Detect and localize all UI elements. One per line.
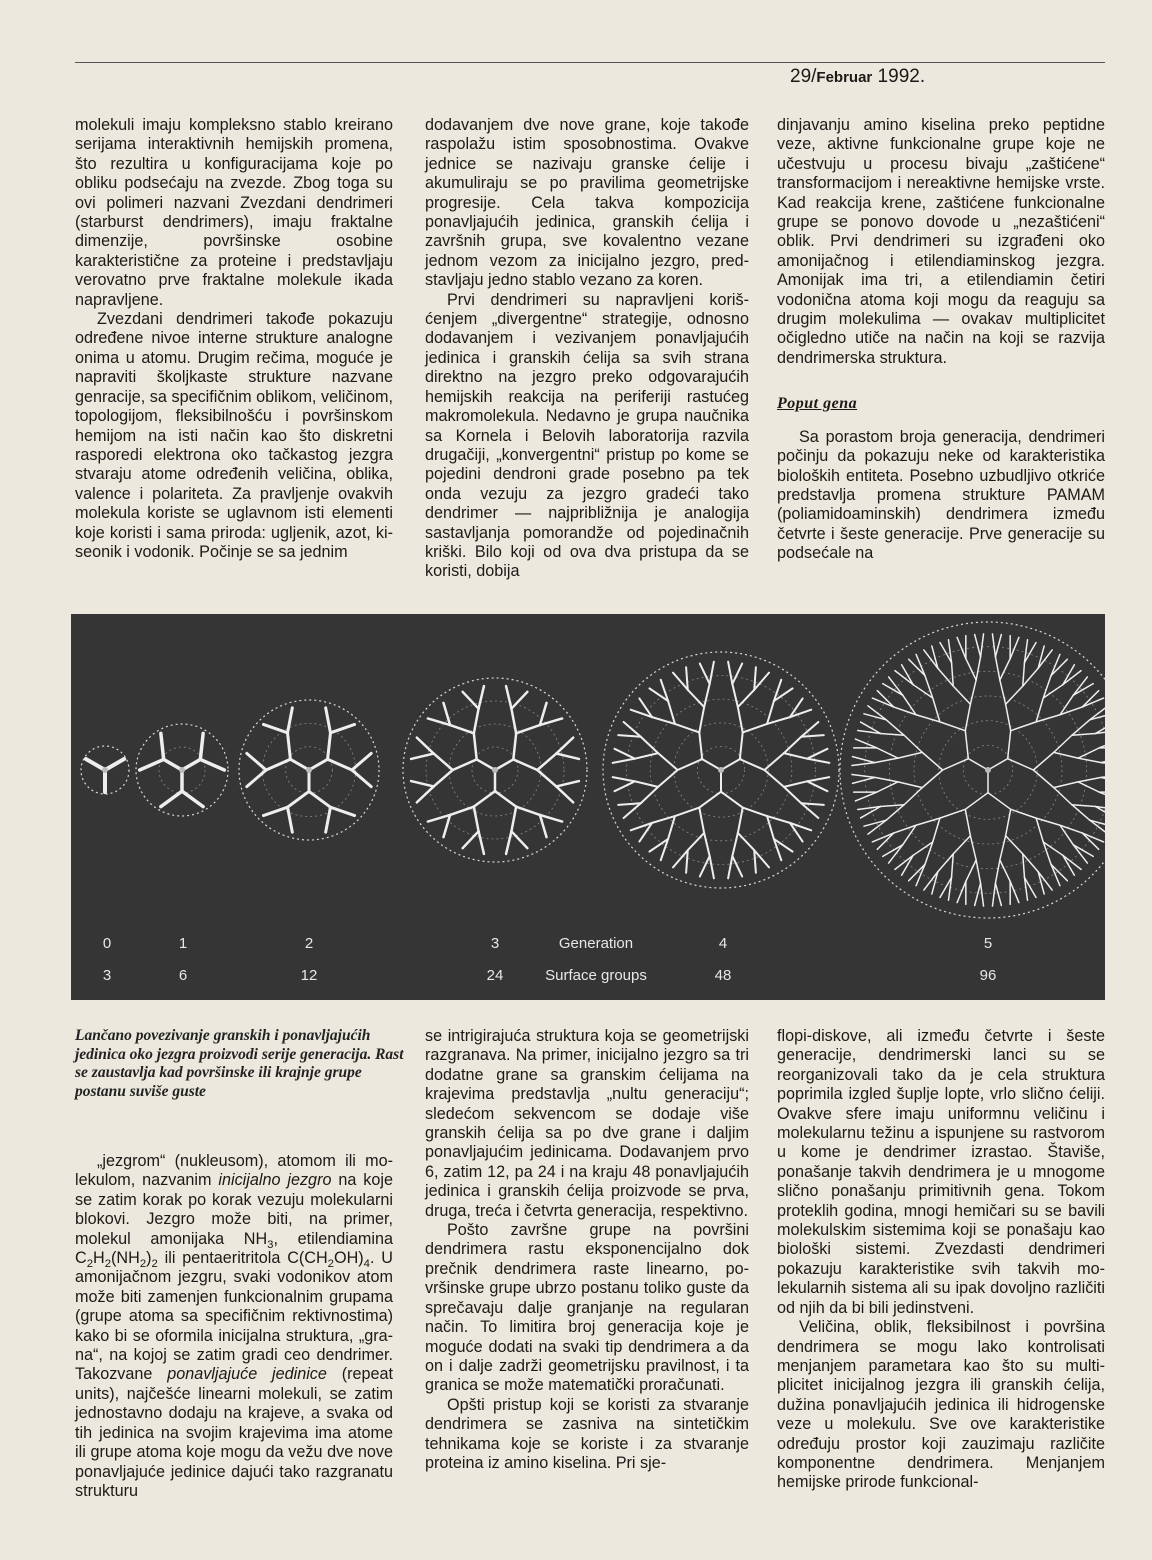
- paragraph: Sa porastom broja generacija, dendrimeri počinju da pokazuju neke od karakteristika bioloških entiteta. Posebno uzbudljivo otkriće predstavlja promena strukture PAMAM (poliamidoaminskih) dendrimera između četvrte i šeste generacije. Prve generacije su podsećale na: [777, 427, 1105, 563]
- paragraph: dodavanjem dve nove grane, koje takođe raspolažu istim sposobnostima. Ovakve jednice se nazivaju granske ćelije i akumuliraju se po pravilima geometrijske progresije. Cela takva kompozicija ponavljajućih jedinica, granskih ćelija i završnih grupa, sve kovalentno vezane jednom vezom za inicijalno jezgro, predstavljaju jedno stablo vezano za koren.: [425, 116, 749, 290]
- paragraph: dinjavanju amino kiselina preko peptidne veze, aktivne funkcionalne grupe koje ne učestvuju u procesu bivaju „zaštićene“ transformacijom i nereaktivne hemijske vrste. Kad reakcija krene, zaštićene funkcionalne grupe se ponovo dovode u „nezaštićeni“ oblik. Prvi dendrimeri su izgrađeni oko amonijačnog i etilendiaminskog jezgra. Amonijak ima tri, a etilendiamin četiri vodonična atoma koji mogu da reaguju sa drugim molekulima — ovakav multiplicitet očigledno utiče na način na koji se razvija dendrimerska struktura.: [777, 116, 1105, 367]
- generation-label-0: 0: [102, 935, 112, 952]
- surface-groups-1: 6: [178, 967, 188, 984]
- paragraph: Veličina, oblik, fleksibilnost i površina dendrimera se mogu lako kontrolisati menjanjem parametara kao što su multiplicitet inicijalnog jezgra ili granskih ćelija, dužina ponavljajućih jedinica ili hidrogenske veze u molekulu. Sve ove karakteristike određuju prostor koji zauzimaju različite komponentne dendrimera. Menjanjem hemijske prirode funkcional-: [777, 1318, 1105, 1492]
- top-column-1: [75, 116, 393, 562]
- dendrimer-illustration: [71, 614, 1105, 1000]
- generation-label-4: 4: [718, 935, 728, 952]
- surface-groups-2: 12: [300, 967, 318, 984]
- generation-label-1: 1: [178, 935, 188, 952]
- paragraph: se intrigirajuća struktura koja se geometrijski razgranava. Na primer, inicijalno jezgro sa tri dodatne grane sa granskim ćelijama na krajevima predstavlja „nultu generaciju“; sledećom sekvencom se dodaje više granskih ćelija sa po dve grane i daljim ponavljajućim jedinicama. Dodavanjem prvo 6, zatim 12, pa 24 i na kraju 48 ponavljajućih jedinica i granskih ćelija proizvode se prva, druga, treća i četvrta generacija, respektivno.: [425, 1027, 749, 1220]
- bottom-column-2: [425, 1027, 749, 1473]
- figure-caption: Lančano povezivanje granskih i ponavljajućih jedinica oko jezgra proizvodi serije generacija. Rast se zaustavlja kad površinske ili krajnje grupe postanu suviše guste: [75, 1027, 404, 1100]
- surface-groups-5: 96: [979, 967, 997, 984]
- paragraph: Zvezdani dendrimeri takođe pokazuju određene nivoe interne strukture analogne onima u atomu. Drugim rečima, moguće je napraviti školjkaste strukture nazvane genracije, sa specifičnim oblikom, veličinom, topologijom, fleksibilnošću i površinskom hemijom na isti način kao što diskretni rasporedi elektrona oko tačkastog jezgra stvaraju atome određenih veličina, oblika, valence i polariteta. Za pravljenje ovakvih molekula koriste se uglavnom isti elementi koje koristi i sama priroda: ugljenik, azot, kiseonik i vodonik. Počinje se sa jednim: [75, 310, 393, 561]
- issue-date: 29/Februar 1992.: [790, 66, 926, 87]
- bottom-column-3: [777, 1027, 1105, 1493]
- dendrimer-generations-figure: [71, 614, 1105, 1000]
- surface-groups-4: 48: [714, 967, 732, 984]
- paragraph: Prvi dendrimeri su napravljeni korišćenjem „divergentne“ strategije, odnosno dodavanjem i vezivanjem ponavljajućih jedinica i granskih ćelija sa svih strana direktno na jezgro preko odgovarajućih hemijskih reakcija na periferiji rastućeg makromolekula. Nedavno je grupa naučnika sa Kornela i Belovih laboratorija razvila drugačiji, „konvergentni“ pristup po kome se pojedini dendroni grade posebno pa tek onda vezuju za jezgro gradeći tako dendrimer — najpribližnija je analogija sastavljanja pomorandže od pojedinačnih kriški. Bilo koji od ova dva pristupa da se koristi, dobija: [425, 290, 749, 581]
- surface-groups-axis-label: Surface groups: [545, 967, 647, 984]
- surface-groups-0: 3: [102, 967, 112, 984]
- paragraph: molekuli imaju kompleksno stablo kreirano serijama interaktivnih hemijskih promena, što rezultira u konfiguracijama koje po obliku podsećaju na zvezde. Zbog toga su ovi polimeri nazvani Zvezdani dendrimeri (starburst dendrimers), imaju fraktalne dimenzije, površinske osobine karakteristične za proteine i predstavljaju verovatno prve fraktalne molekule ikada napravljene.: [75, 116, 393, 309]
- top-column-3: [777, 116, 1105, 564]
- generation-label-5: 5: [983, 935, 993, 952]
- section-heading: Poput gena: [777, 395, 858, 413]
- paragraph: Pošto završne grupe na površini dendrimera rastu eksponencijalno dok prečnik dendrimera raste linearno, površinske grupe ubrzo postanu toliko guste da sprečavaju dalje granjanje na regularan način. To limitira broj generacija koje je moguće dodati na svaki tip dendrimera a da on i dalje zadrži geometrijsku pravilnost, i ta granica se može matematički proračunati.: [425, 1221, 749, 1395]
- bottom-column-1: [75, 1152, 393, 1501]
- header-rule: [75, 62, 1105, 63]
- surface-groups-3: 24: [486, 967, 504, 984]
- top-column-2: [425, 116, 749, 582]
- paragraph: flopi-diskove, ali između četvrte i šeste generacije, dendrimerski lanci su se reorganizovali tako da je cela struktura poprimila izgled šuplje lopte, vrlo slično ćeliji. Ovakve sfere imaju uniformnu veličinu i molekularnu težinu a ispunjene su rastvorom u kome je dendrimer izrastao. Štaviše, ponašanje takvih dendrimera je u mnogome slično ponašanju primitivnih gena. Tokom proteklih godina, mnogi hemičari su se bavili molekulskim sistemima koji se ponašaju kao biološki sistemi. Zvezdasti dendrimeri pokazuju karakteristike svih takvih molekularnih sistema ali su ipak dovoljno različiti od njih da bi bili jedinstveni.: [777, 1027, 1105, 1317]
- generation-label-2: 2: [304, 935, 314, 952]
- generation-axis-label: Generation: [558, 935, 634, 952]
- paragraph: „jezgrom“ (nukleusom), atomom ili molekulom, nazvanim inicijalno jezgro na koje se zatim korak po korak vezuju molekularni blokovi. Jezgro može biti, na primer, molekul amonijaka $NH_3$, etilendiamina $C_2H_2(NH_2)_2$ ili pentaeritritola $C(CH_2OH)_4$. U amonijačnom jezgru, svaki vodonikov atom može biti zamenjen funkcionalnim grupama (grupe atoma sa specifičnim rektivnostima) kako bi se oformila inicijalna struktura, „grana“, na kojoj se zatim gradi ceo dendrimer. Takozvane ponavljajuće jedinice (repeat units), najčešće linearni molekuli, se zatim jednostavno dodaju na krajeve, a svaka od tih jedinica na svojim krajevima ima atome ili grupe atoma koje mogu da vežu dve nove ponavljajuće jedinice dajući tako razgranatu strukturu: [75, 1152, 394, 1500]
- paragraph: Opšti pristup koji se koristi za stvaranje dendrimera se zasniva na sintetičkim tehnikama koje se koriste i za stvaranje proteina iz amino kiselina. Pri sje-: [425, 1395, 749, 1472]
- generation-label-3: 3: [490, 935, 500, 952]
